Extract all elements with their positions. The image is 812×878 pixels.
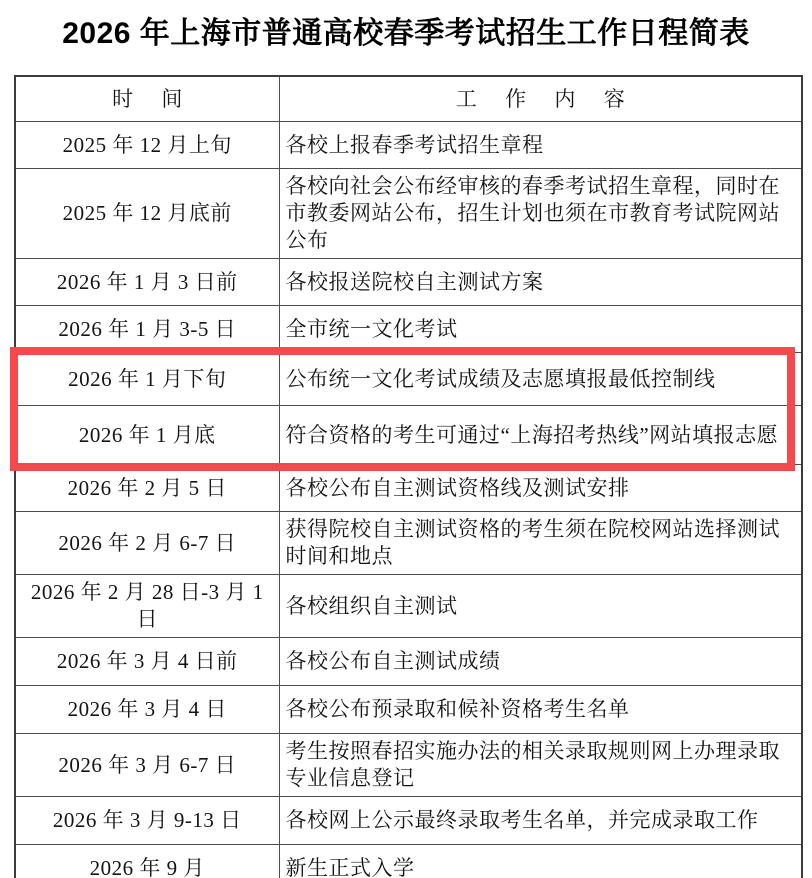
content-cell: 各校公布预录取和候补资格考生名单	[279, 686, 802, 734]
time-cell: 2026 年 9 月	[15, 845, 279, 878]
table-row	[15, 638, 802, 686]
time-cell: 2026 年 1 月 3 日前	[15, 259, 279, 306]
content-cell: 符合资格的考生可通过“上海招考热线”网站填报志愿	[279, 406, 802, 465]
table-row	[15, 122, 802, 169]
page-title: 2026 年上海市普通高校春季考试招生工作日程简表	[62, 17, 750, 50]
table-row	[15, 465, 802, 512]
time-cell: 2026 年 3 月 6-7 日	[15, 734, 279, 797]
time-cell: 2026 年 3 月 4 日	[15, 686, 279, 734]
time-cell: 2026 年 3 月 4 日前	[15, 638, 279, 686]
content-cell: 公布统一文化考试成绩及志愿填报最低控制线	[279, 353, 802, 406]
time-cell: 2026 年 1 月 3-5 日	[15, 306, 279, 353]
table-row-highlighted	[15, 353, 802, 406]
schedule-table	[14, 75, 803, 878]
content-cell: 考生按照春招实施办法的相关录取规则网上办理录取专业信息登记	[279, 734, 802, 797]
time-cell: 2026 年 2 月 28 日-3 月 1 日	[15, 575, 279, 638]
content-cell: 各校上报春季考试招生章程	[279, 122, 802, 169]
content-cell: 获得院校自主测试资格的考生须在院校网站选择测试时间和地点	[279, 512, 802, 575]
time-cell: 2026 年 1 月底	[15, 406, 279, 465]
table-row	[15, 259, 802, 306]
table-row	[15, 686, 802, 734]
time-cell: 2025 年 12 月上旬	[15, 122, 279, 169]
content-cell: 各校公布自主测试资格线及测试安排	[279, 465, 802, 512]
table-row	[15, 512, 802, 575]
table-header-row	[15, 76, 802, 122]
table-row-highlighted	[15, 406, 802, 465]
time-cell: 2025 年 12 月底前	[15, 169, 279, 259]
content-cell: 各校向社会公布经审核的春季考试招生章程，同时在市教委网站公布，招生计划也须在市教育考试院网站公布	[279, 169, 802, 259]
time-cell: 2026 年 1 月下旬	[15, 353, 279, 406]
content-cell: 各校网上公示最终录取考生名单，并完成录取工作	[279, 797, 802, 845]
content-cell: 各校公布自主测试成绩	[279, 638, 802, 686]
table-row	[15, 797, 802, 845]
table-row	[15, 734, 802, 797]
content-cell: 全市统一文化考试	[279, 306, 802, 353]
table-row	[15, 306, 802, 353]
time-cell: 2026 年 3 月 9-13 日	[15, 797, 279, 845]
time-cell: 2026 年 2 月 6-7 日	[15, 512, 279, 575]
time-cell: 2026 年 2 月 5 日	[15, 465, 279, 512]
content-cell: 各校报送院校自主测试方案	[279, 259, 802, 306]
table-row	[15, 575, 802, 638]
table-row	[15, 169, 802, 259]
content-cell: 新生正式入学	[279, 845, 802, 878]
column-header-content: 工 作 内 容	[279, 76, 802, 122]
table-row	[15, 845, 802, 878]
content-cell: 各校组织自主测试	[279, 575, 802, 638]
column-header-time: 时 间	[15, 76, 279, 122]
